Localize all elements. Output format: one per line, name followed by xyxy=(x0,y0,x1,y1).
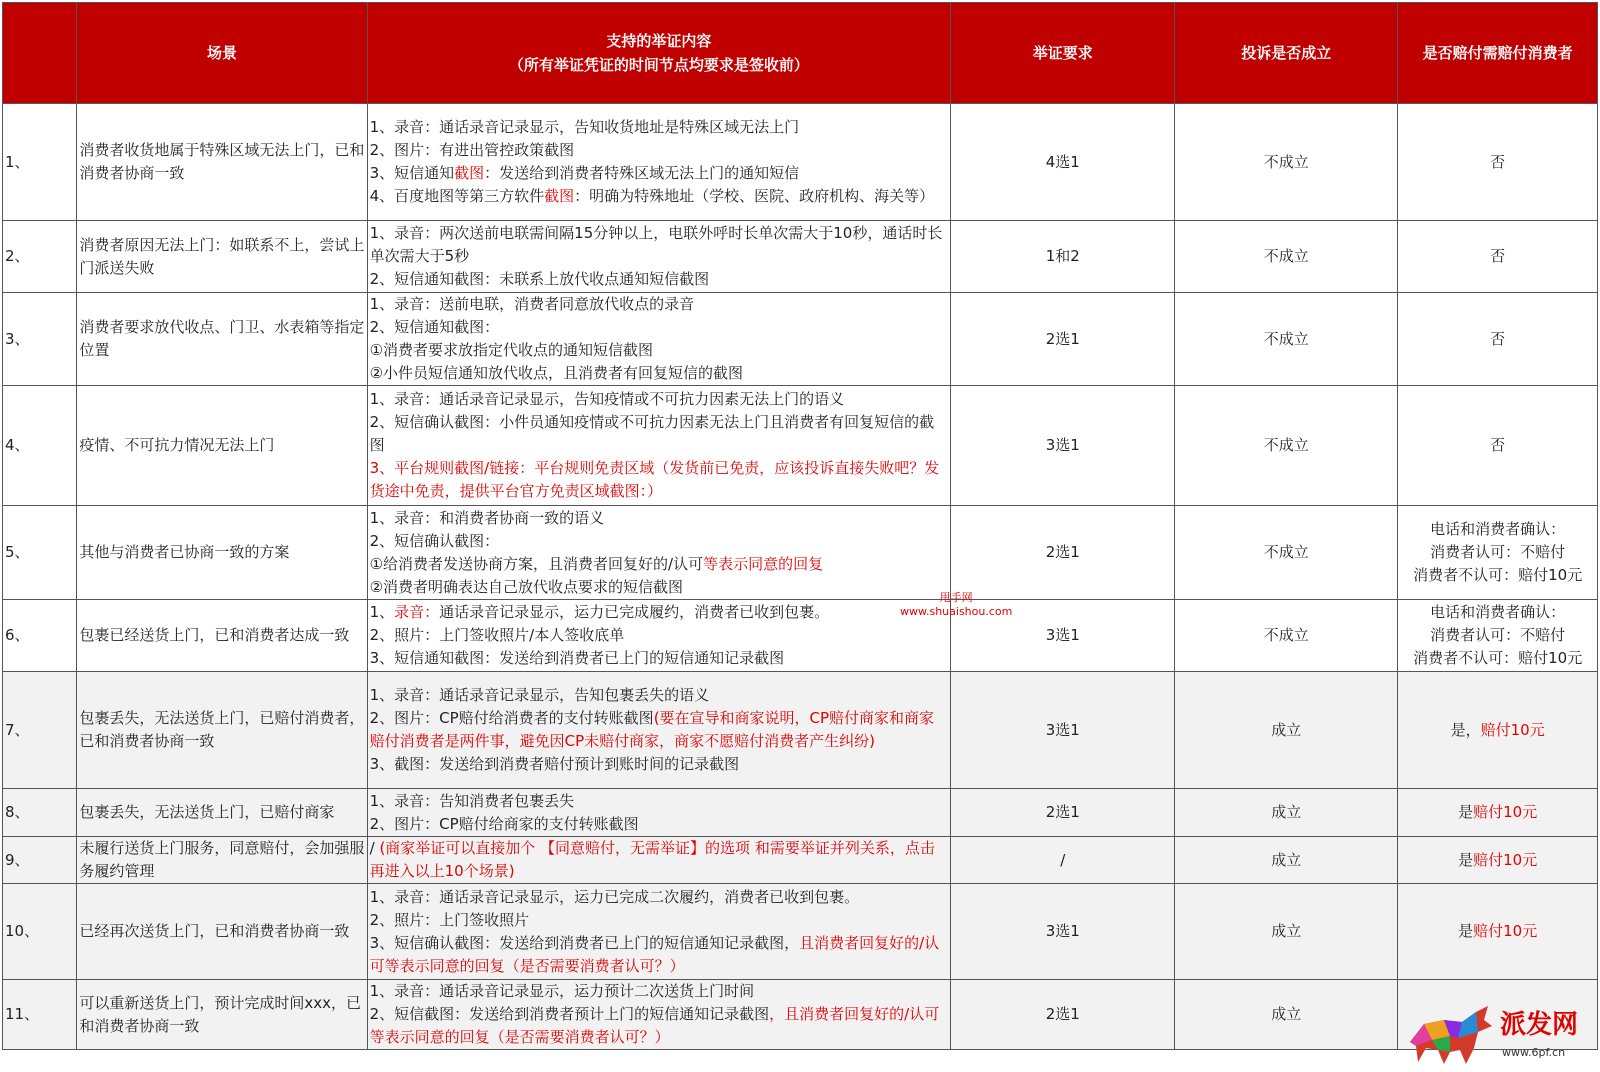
evidence-line xyxy=(370,316,949,339)
evidence-table xyxy=(2,2,1598,1050)
row-index: 9、 xyxy=(5,850,30,869)
evidence-text: 通话录音记录显示，运力已完成履约，消费者已收到包裹。 xyxy=(439,603,830,621)
requirement-cell xyxy=(951,884,1175,980)
header-row xyxy=(3,3,1598,104)
scene-cell xyxy=(77,386,367,506)
evidence-line xyxy=(370,293,949,316)
evidence-line xyxy=(370,932,949,978)
compensation-part: 是 xyxy=(1458,922,1474,940)
watermark-logo-text: 派发网 xyxy=(1500,1010,1579,1040)
compensation-cell xyxy=(1398,884,1598,980)
scene-cell xyxy=(77,104,367,221)
header-evidence-title: 支持的举证内容 xyxy=(606,32,712,50)
table-body xyxy=(3,104,1598,1050)
evidence-text: ①消费者要求放指定代收点的通知短信截图 xyxy=(369,341,654,359)
scene-text: 可以重新送货上门，预计完成时间xxx，已和消费者协商一致 xyxy=(79,993,361,1035)
evidence-text: 4、百度地图等第三方软件 xyxy=(369,187,545,205)
compensation-value: 否 xyxy=(1490,247,1506,265)
compensation-cell xyxy=(1398,600,1598,672)
evidence-text: 2、短信截图：发送给到消费者预计上门的短信通知记录截图 xyxy=(369,1005,770,1023)
valid-value: 不成立 xyxy=(1263,152,1309,171)
valid-value: 成立 xyxy=(1271,850,1302,869)
watermark-logo-url: www.6pf.cn xyxy=(1502,1046,1566,1059)
requirement-cell xyxy=(951,789,1175,837)
evidence-cell xyxy=(367,600,951,672)
evidence-text: 1、 xyxy=(369,603,395,621)
scene-cell xyxy=(77,789,367,837)
row-index-cell xyxy=(3,837,77,884)
requirement-cell xyxy=(951,221,1175,293)
scene-text: 消费者收货地属于特殊区域无法上门，已和消费者协商一致 xyxy=(79,141,365,182)
table-row xyxy=(3,789,1598,837)
evidence-text: 3、短信通知 xyxy=(369,164,455,182)
evidence-line xyxy=(370,530,949,553)
evidence-text: ②小件员短信通知放代收点，且消费者有回复短信的截图 xyxy=(369,364,744,382)
evidence-text: 1、录音：通话录音记录显示，告知收货地址是特殊区域无法上门 xyxy=(369,118,800,136)
evidence-line xyxy=(370,411,949,457)
header-valid: 投诉是否成立 xyxy=(1175,3,1398,104)
table-row xyxy=(3,837,1598,884)
compensation-line: 电话和消费者确认： xyxy=(1430,520,1566,538)
compensation-part: 是， xyxy=(1450,720,1481,739)
evidence-line xyxy=(370,790,949,813)
requirement-value: 3选1 xyxy=(1045,720,1080,739)
evidence-text: 2、照片：上门签收照片/本人签收底单 xyxy=(369,626,625,644)
valid-value: 不成立 xyxy=(1263,436,1309,454)
evidence-highlight: (商家举证可以直接加个 【同意赔付，无需举证】的选项 和需要举证并列关系，点击再进入以上10个场景) xyxy=(369,839,935,880)
evidence-line xyxy=(370,185,949,208)
scene-text: 消费者要求放代收点、门卫、水表箱等指定位置 xyxy=(79,318,365,359)
header-evidence-note: （所有举证凭证的时间节点均要求是签收前） xyxy=(508,56,809,74)
compensation-part: 是 xyxy=(1458,803,1474,821)
evidence-line xyxy=(370,388,949,411)
header-compensation: 是否赔付需赔付消费者 xyxy=(1398,3,1598,104)
evidence-highlight: 等表示同意的回复 xyxy=(703,554,824,573)
compensation-line: 消费者不认可：赔付10元 xyxy=(1413,566,1583,584)
watermark-url: www.shuaishou.com xyxy=(900,605,1013,618)
requirement-cell xyxy=(951,506,1175,600)
evidence-line xyxy=(370,222,949,268)
row-index: 8、 xyxy=(5,803,30,821)
requirement-cell xyxy=(951,386,1175,506)
requirement-value: 2选1 xyxy=(1045,1005,1080,1023)
compensation-cell xyxy=(1398,221,1598,293)
requirement-cell xyxy=(951,293,1175,386)
compensation-line: 消费者不认可：赔付10元 xyxy=(1413,649,1583,667)
row-index-cell xyxy=(3,980,77,1050)
compensation-value: 否 xyxy=(1490,152,1506,171)
scene-cell xyxy=(77,506,367,600)
scene-cell xyxy=(77,980,367,1050)
valid-cell xyxy=(1175,293,1398,386)
evidence-cell xyxy=(367,837,951,884)
row-index: 2、 xyxy=(5,247,30,265)
valid-value: 不成立 xyxy=(1263,543,1309,561)
row-index-cell xyxy=(3,221,77,293)
valid-cell xyxy=(1175,789,1398,837)
evidence-text: ：发送给到消费者特殊区域无法上门的通知短信 xyxy=(484,164,800,182)
evidence-text: ②消费者明确表达自己放代收点要求的短信截图 xyxy=(369,577,684,596)
evidence-text: 3、短信通知截图：发送给到消费者已上门的短信通知记录截图 xyxy=(369,649,785,667)
table-row xyxy=(3,506,1598,600)
compensation-part: 赔付10元 xyxy=(1480,720,1545,739)
valid-cell xyxy=(1175,386,1398,506)
scene-cell xyxy=(77,221,367,293)
scene-text: 已经再次送货上门，已和消费者协商一致 xyxy=(79,922,350,940)
valid-cell xyxy=(1175,104,1398,221)
row-index: 11、 xyxy=(5,1005,40,1023)
evidence-line xyxy=(370,457,949,503)
evidence-highlight: 3、平台规则截图/链接：平台规则免责区域（发货前已免责，应该投诉直接失败吧？发货途中免责，提供平台官方免责区域截图：） xyxy=(369,459,940,500)
compensation-cell xyxy=(1398,506,1598,600)
watermark-shuaishou xyxy=(900,591,1012,619)
table-row xyxy=(3,221,1598,293)
valid-cell xyxy=(1175,980,1398,1050)
evidence-cell xyxy=(367,221,951,293)
row-index-cell xyxy=(3,789,77,837)
evidence-text: ：明确为特殊地址（学校、医院、政府机构、海关等） xyxy=(574,187,935,205)
evidence-text: ①给消费者发送协商方案，且消费者回复好的/认可 xyxy=(369,554,704,573)
evidence-text: 2、图片：有进出管控政策截图 xyxy=(369,141,575,159)
valid-cell xyxy=(1175,221,1398,293)
evidence-text: 2、照片：上门签收照片 xyxy=(369,910,530,929)
table-row xyxy=(3,104,1598,221)
scene-text: 包裹丢失，无法送货上门，已赔付商家 xyxy=(79,803,335,821)
evidence-line xyxy=(370,339,949,362)
watermark-name: 甩手网 xyxy=(939,591,973,604)
valid-value: 不成立 xyxy=(1263,329,1309,348)
requirement-cell xyxy=(951,672,1175,789)
row-index-cell xyxy=(3,600,77,672)
scene-text: 包裹丢失，无法送货上门，已赔付消费者，已和消费者协商一致 xyxy=(79,709,365,750)
evidence-cell xyxy=(367,293,951,386)
scene-cell xyxy=(77,672,367,789)
compensation-value: 否 xyxy=(1490,329,1506,348)
row-index-cell xyxy=(3,672,77,789)
evidence-highlight: ，且消费者回复好的/认可等表示同意的回复（是否需要消费者认可？） xyxy=(369,1005,940,1046)
evidence-text: 2、短信确认截图：小件员通知疫情或不可抗力因素无法上门且消费者有回复短信的截图 xyxy=(369,413,935,454)
evidence-text: 1、录音：两次送前电联需间隔15分钟以上，电联外呼时长单次需大于10秒，通话时长单次需大于5秒 xyxy=(369,224,943,265)
evidence-cell xyxy=(367,884,951,980)
requirement-value: 4选1 xyxy=(1045,152,1080,171)
compensation-part: 是 xyxy=(1458,850,1474,869)
evidence-line xyxy=(370,647,949,670)
scene-cell xyxy=(77,293,367,386)
row-index-cell xyxy=(3,104,77,221)
valid-value: 不成立 xyxy=(1263,626,1309,644)
evidence-cell xyxy=(367,672,951,789)
scene-text: 未履行送货上门服务，同意赔付，会加强服务履约管理 xyxy=(79,839,365,880)
evidence-line xyxy=(370,980,949,1003)
compensation-line: 消费者认可：不赔付 xyxy=(1430,626,1566,644)
requirement-cell xyxy=(951,104,1175,221)
evidence-line xyxy=(370,139,949,162)
requirement-cell xyxy=(951,837,1175,884)
row-index-cell xyxy=(3,386,77,506)
scene-cell xyxy=(77,600,367,672)
table-row xyxy=(3,293,1598,386)
requirement-value: 2选1 xyxy=(1045,543,1080,561)
evidence-highlight: 截图 xyxy=(544,187,575,205)
table-row xyxy=(3,600,1598,672)
requirement-value: / xyxy=(1060,850,1066,869)
evidence-text: 1、录音：送前电联，消费者同意放代收点的录音 xyxy=(369,295,695,313)
compensation-part: 赔付10元 xyxy=(1473,850,1538,869)
evidence-text: 2、短信确认截图： xyxy=(369,531,500,550)
evidence-text: 3、截图：发送给到消费者赔付预计到账时间的记录截图 xyxy=(369,755,740,773)
row-index: 1、 xyxy=(5,152,30,171)
evidence-line xyxy=(370,707,949,753)
row-index-cell xyxy=(3,293,77,386)
evidence-line xyxy=(370,624,949,647)
compensation-part: 赔付10元 xyxy=(1473,803,1538,821)
row-index: 6、 xyxy=(5,626,30,644)
compensation-cell xyxy=(1398,672,1598,789)
evidence-line xyxy=(370,753,949,776)
requirement-value: 3选1 xyxy=(1045,626,1080,644)
evidence-text: 1、录音：通话录音记录显示，运力已完成二次履约，消费者已收到包裹。 xyxy=(369,887,860,906)
row-index-cell xyxy=(3,506,77,600)
scene-cell xyxy=(77,837,367,884)
evidence-text: 2、短信通知截图： xyxy=(369,318,500,336)
requirement-value: 2选1 xyxy=(1045,803,1080,821)
evidence-line xyxy=(370,601,949,624)
requirement-value: 3选1 xyxy=(1045,922,1080,940)
evidence-cell xyxy=(367,789,951,837)
valid-value: 成立 xyxy=(1271,720,1302,739)
valid-value: 不成立 xyxy=(1263,247,1309,265)
compensation-value: 否 xyxy=(1490,436,1506,454)
evidence-line xyxy=(370,268,949,291)
bull-logo-icon xyxy=(1404,1002,1500,1066)
valid-value: 成立 xyxy=(1271,922,1302,940)
evidence-highlight: 录音： xyxy=(394,603,440,621)
scene-text: 包裹已经送货上门，已和消费者达成一致 xyxy=(79,626,350,644)
watermark-6pf-logo xyxy=(1404,1002,1594,1066)
compensation-cell xyxy=(1398,386,1598,506)
evidence-cell xyxy=(367,104,951,221)
evidence-text: 1、录音：通话录音记录显示，运力预计二次送货上门时间 xyxy=(369,982,755,1000)
evidence-highlight: 截图 xyxy=(454,164,485,182)
valid-value: 成立 xyxy=(1271,803,1302,821)
header-scene: 场景 xyxy=(77,3,367,104)
valid-cell xyxy=(1175,672,1398,789)
evidence-line xyxy=(370,684,949,707)
evidence-text: 1、录音：通话录音记录显示，告知疫情或不可抗力因素无法上门的语义 xyxy=(369,390,845,408)
table-row xyxy=(3,672,1598,789)
compensation-cell xyxy=(1398,789,1598,837)
evidence-line xyxy=(370,837,949,883)
evidence-text: / xyxy=(369,839,380,857)
evidence-cell xyxy=(367,386,951,506)
scene-text: 疫情、不可抗力情况无法上门 xyxy=(79,436,275,454)
evidence-line xyxy=(370,553,949,576)
requirement-value: 1和2 xyxy=(1045,247,1080,265)
valid-cell xyxy=(1175,837,1398,884)
valid-cell xyxy=(1175,600,1398,672)
evidence-text: 1、录音：和消费者协商一致的语义 xyxy=(369,508,605,527)
evidence-text: 3、短信确认截图：发送给到消费者已上门的短信通知记录截图， xyxy=(369,933,800,952)
compensation-part: 赔付10元 xyxy=(1473,922,1538,940)
table-row xyxy=(3,386,1598,506)
evidence-text: 2、图片：CP赔付给商家的支付转账截图 xyxy=(369,814,639,833)
evidence-line xyxy=(370,1003,949,1049)
evidence-line xyxy=(370,116,949,139)
row-index: 4、 xyxy=(5,436,30,454)
table-row xyxy=(3,884,1598,980)
row-index: 10、 xyxy=(5,922,40,940)
header-evidence xyxy=(367,3,951,104)
evidence-highlight: (要在宣导和商家说明，CP赔付商家和商家赔付消费者是两件事，避免因CP未赔付商家，商家不愿赔付消费者产生纠纷) xyxy=(369,709,935,750)
valid-value: 成立 xyxy=(1271,1005,1302,1023)
compensation-line: 消费者认可：不赔付 xyxy=(1430,543,1566,561)
row-index: 7、 xyxy=(5,720,30,739)
evidence-line xyxy=(370,909,949,932)
evidence-text: 2、短信通知截图：未联系上放代收点通知短信截图 xyxy=(369,270,710,288)
compensation-line: 电话和消费者确认： xyxy=(1430,603,1566,621)
requirement-value: 3选1 xyxy=(1045,436,1080,454)
evidence-line xyxy=(370,813,949,836)
evidence-text: 2、图片：CP赔付给消费者的支付转账截图 xyxy=(369,709,654,727)
scene-cell xyxy=(77,884,367,980)
evidence-line xyxy=(370,507,949,530)
scene-text: 其他与消费者已协商一致的方案 xyxy=(79,543,290,561)
evidence-line xyxy=(370,162,949,185)
evidence-highlight: 且消费者回复好的/认可等表示同意的回复（是否需要消费者认可？） xyxy=(369,933,940,975)
table-row xyxy=(3,980,1598,1050)
evidence-line xyxy=(370,576,949,599)
row-index-cell xyxy=(3,884,77,980)
evidence-line xyxy=(370,362,949,385)
row-index: 3、 xyxy=(5,329,30,348)
evidence-line xyxy=(370,886,949,909)
evidence-cell xyxy=(367,506,951,600)
header-index xyxy=(3,3,77,104)
evidence-cell xyxy=(367,980,951,1050)
requirement-value: 2选1 xyxy=(1045,329,1080,348)
scene-text: 消费者原因无法上门：如联系不上，尝试上门派送失败 xyxy=(79,235,365,277)
row-index: 5、 xyxy=(5,543,30,561)
valid-cell xyxy=(1175,884,1398,980)
evidence-text: 1、录音：通话录音记录显示，告知包裹丢失的语义 xyxy=(369,686,710,704)
valid-cell xyxy=(1175,506,1398,600)
compensation-cell xyxy=(1398,837,1598,884)
requirement-cell xyxy=(951,980,1175,1050)
compensation-cell xyxy=(1398,104,1598,221)
compensation-cell xyxy=(1398,293,1598,386)
evidence-text: 1、录音：告知消费者包裹丢失 xyxy=(369,791,575,810)
header-requirement: 举证要求 xyxy=(951,3,1175,104)
